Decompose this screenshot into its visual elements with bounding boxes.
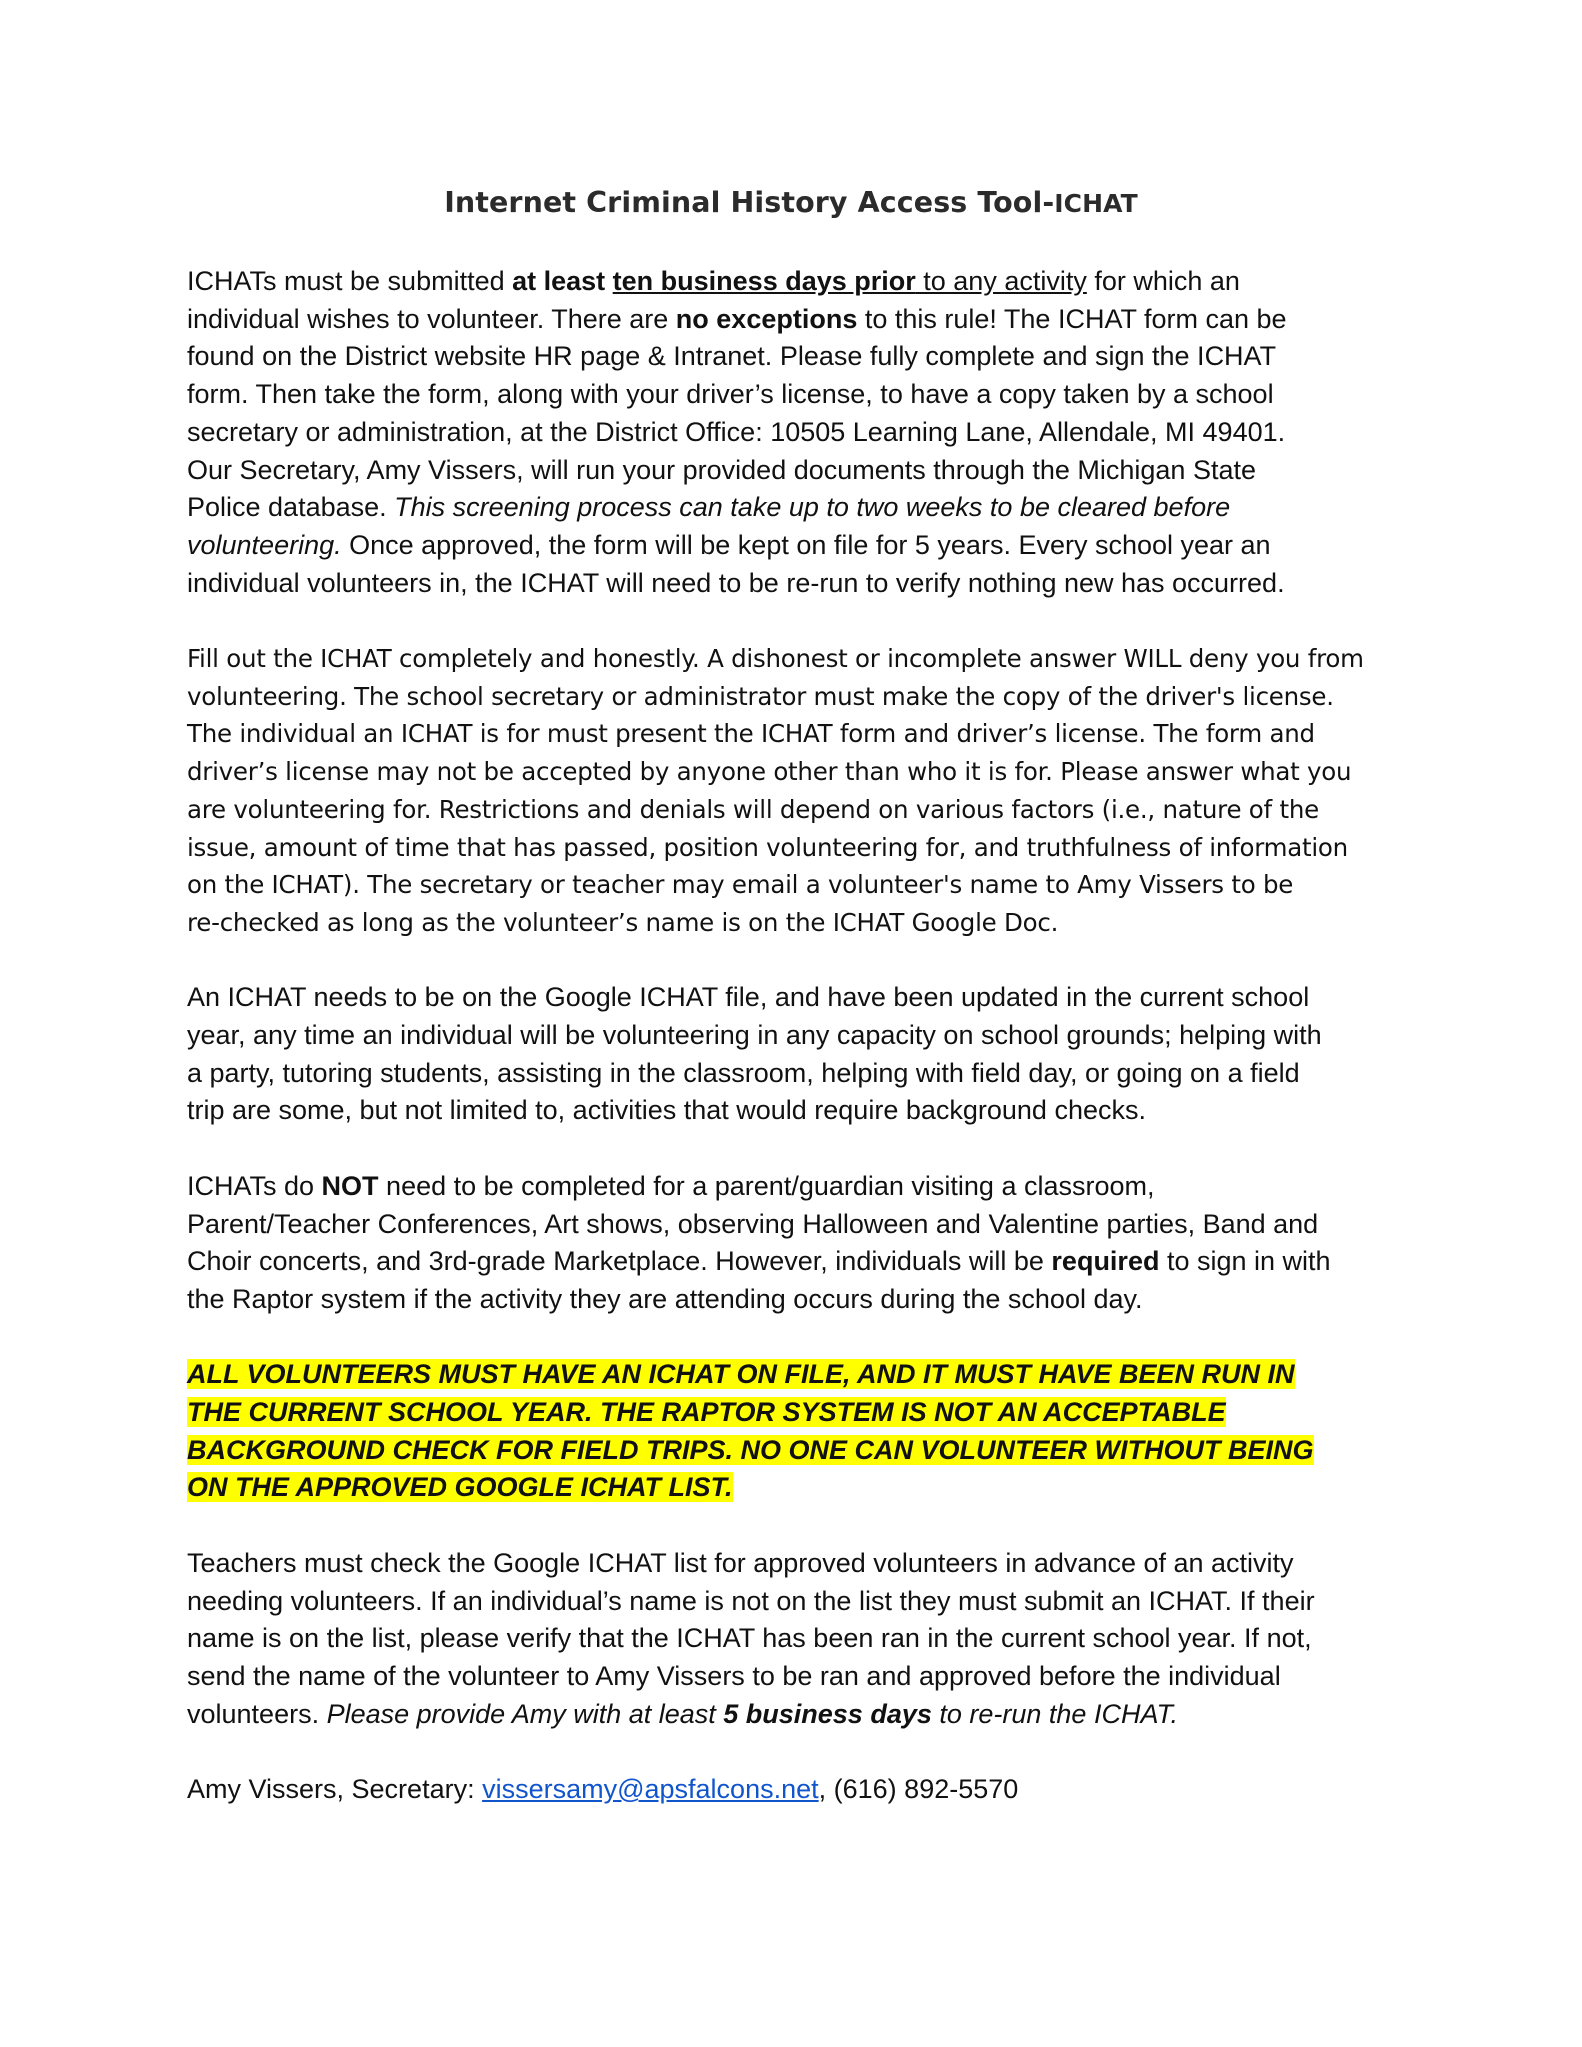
text-line: are volunteering for. Restrictions and denials will depend on various factors (i.e., nature of the [187,794,1319,824]
contact-label: Amy Vissers, Secretary: [187,1774,483,1805]
email-link[interactable]: vissersamy@apsfalcons.net [482,1774,819,1805]
bold-text: NOT [321,1170,379,1201]
text-line [187,1696,1412,1734]
text-line [187,1771,1412,1809]
text-line [187,489,1412,527]
text-line: driver’s license may not be accepted by anyone other than who it is for. Please answer what you [187,757,1352,787]
highlighted-text: THE CURRENT SCHOOL YEAR. THE RAPTOR SYSTEM IS NOT AN ACCEPTABLE [187,1397,1226,1428]
text-line: send the name of the volunteer to Amy Vissers to be ran and approved before the individual [187,1660,1281,1691]
italic-text: Please provide Amy with at least [326,1698,724,1729]
text-line [187,1243,1412,1281]
italic-text: to re-run the ICHAT. [931,1698,1178,1729]
paragraph-when-required [187,979,1412,1130]
text-line: issue, amount of time that has passed, position volunteering for, and truthfulness of information [187,832,1348,862]
italic-text: volunteering. [187,529,342,560]
text-run: need to be completed for a parent/guardian visiting a classroom, [378,1170,1155,1201]
text-line: on the ICHAT). The secretary or teacher may email a volunteer's name to Amy Vissers to be [187,870,1294,900]
text-line: Teachers must check the Google ICHAT list for approved volunteers in advance of an activity [187,1547,1294,1578]
text-run: Police database. [187,492,395,523]
bold-underlined-text: ten business days prior [612,266,916,296]
text-line: trip are some, but not limited to, activities that would require background checks. [187,1095,1146,1126]
text-line: the Raptor system if the activity they are attending occurs during the school day. [187,1283,1143,1314]
title-main: Internet Criminal History Access Tool- [444,186,1055,219]
text-line: Fill out the ICHAT completely and honestly. A dishonest or incomplete answer WILL deny you from [187,644,1364,674]
document-title [0,186,1582,219]
text-line: An ICHAT needs to be on the Google ICHAT file, and have been updated in the current school [187,982,1310,1013]
text-line: year, any time an individual will be volunteering in any capacity on school grounds; helping with [187,1020,1322,1051]
text-line [187,263,1412,301]
text-line: needing volunteers. If an individual’s name is not on the list they must submit an ICHAT. If their [187,1585,1315,1616]
text-line [187,301,1412,339]
text-line: re-checked as long as the volunteer’s name is on the ICHAT Google Doc. [187,907,1059,937]
text-run: , [818,1774,834,1805]
text-line: secretary or administration, at the District Office: 10505 Learning Lane, Allendale, MI 49401. [187,416,1286,447]
text-run: to sign in with [1159,1246,1331,1277]
paragraph-submission-rules [187,263,1412,602]
text-line [187,527,1412,565]
text-run: ICHATs do [187,1170,322,1201]
text-run: Choir concerts, and 3rd-grade Marketplace. However, individuals will be [187,1246,1052,1277]
contact-line [187,1771,1412,1809]
paragraph-exceptions [187,1168,1412,1319]
underlined-text: to any activity [915,266,1087,296]
text-run: for which an [1086,266,1240,296]
text-run: Once approved, the form will be kept on file for 5 years. Every school year an [341,529,1271,560]
text-run: volunteers. [187,1698,327,1729]
paragraph-teacher-instructions [187,1545,1412,1734]
bold-italic-text: 5 business days [723,1698,932,1729]
warning-line [187,1432,1412,1470]
text-line: a party, tutoring students, assisting in the classroom, helping with field day, or going on a field [187,1057,1300,1088]
highlighted-text: BACKGROUND CHECK FOR FIELD TRIPS. NO ONE CAN VOLUNTEER WITHOUT BEING [187,1434,1314,1465]
highlighted-text: ON THE APPROVED GOOGLE ICHAT LIST. [187,1472,733,1503]
text-line: form. Then take the form, along with your driver’s license, to have a copy taken by a school [187,379,1274,410]
text-line: individual volunteers in, the ICHAT will need to be re-run to verify nothing new has occurred. [187,567,1285,598]
italic-text: This screening process can take up to two weeks to be cleared before [394,492,1231,523]
highlighted-text: ALL VOLUNTEERS MUST HAVE AN ICHAT ON FILE, AND IT MUST HAVE BEEN RUN IN [187,1359,1295,1390]
title-suffix: ICHAT [1054,189,1138,218]
text-line: volunteering. The school secretary or administrator must make the copy of the driver's license. [187,681,1334,711]
bold-text: at least [512,266,613,296]
document-body [187,263,1412,1846]
text-line: Parent/Teacher Conferences, Art shows, observing Halloween and Valentine parties, Band and [187,1208,1319,1239]
highlighted-warning [187,1356,1412,1507]
text-line: name is on the list, please verify that the ICHAT has been ran in the current school year. If not, [187,1623,1312,1654]
warning-line [187,1356,1412,1394]
bold-text: no exceptions [675,303,858,334]
warning-line [187,1394,1412,1432]
warning-line [187,1469,1412,1507]
text-line: The individual an ICHAT is for must present the ICHAT form and driver’s license. The form and [187,719,1315,749]
text-run: to this rule! The ICHAT form can be [857,303,1287,334]
text-line [187,1168,1412,1206]
paragraph-completion-rules [187,640,1412,942]
phone-number: (616) 892-5570 [833,1774,1019,1805]
text-run: individual wishes to volunteer. There are [187,303,676,334]
text-line: found on the District website HR page & Intranet. Please fully complete and sign the ICHAT [187,341,1277,372]
text-line: Our Secretary, Amy Vissers, will run your provided documents through the Michigan State [187,454,1256,485]
bold-text: required [1051,1246,1160,1277]
text-run: ICHATs must be submitted [187,266,513,296]
